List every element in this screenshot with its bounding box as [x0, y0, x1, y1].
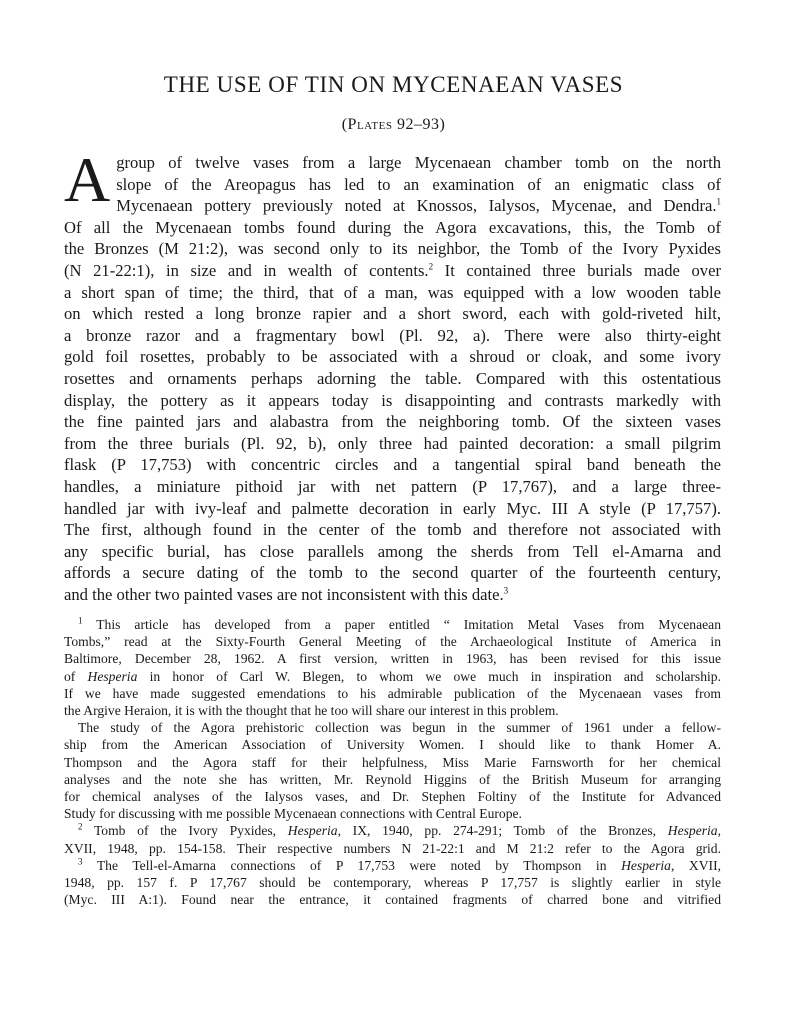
footnote-1-line: the Argive Heraion, it is with the thought that he too will share our interest in this problem.	[64, 703, 559, 719]
footnote-1-line: If we have made suggested emendations to his admirable publication of the Mycenaean vases from	[64, 685, 721, 701]
footnote-1-line: The study of the Agora prehistoric collection was begun in the summer of 1961 under a fellow-	[78, 720, 721, 736]
body-paragraph	[64, 144, 721, 605]
body-line: on which rested a long bronze rapier and a short sword, each with gold-riveted hilt,	[64, 304, 721, 324]
body-line	[64, 260, 721, 282]
footnote-3-line	[64, 857, 721, 874]
subtitle-range: 92–93)	[392, 116, 446, 133]
journal-name: Hesperia	[287, 823, 338, 839]
journal-name: Hesperia	[87, 668, 138, 684]
footnote-ref-3[interactable]: 3	[503, 585, 509, 596]
body-line: a bronze razor and a fragmentary bowl (Pl. 92, a). There were also thirty-eight	[64, 325, 721, 345]
footnote-3-number: 3	[78, 856, 83, 867]
footnote-1-line: ship from the American Association of University Women. I should like to thank Homer A.	[64, 737, 721, 753]
footnote-3-line: (Myc. III A:1). Found near the entrance, it contained fragments of charred bone and vitrified	[64, 892, 721, 908]
footnote-text: This article has developed from a paper entitled “ Imitation Metal Vases from Mycenaean	[96, 617, 721, 632]
body-line: the Bronzes (M 21:2), was second only to its neighbor, the Tomb of the Ivory Pyxides	[64, 239, 721, 259]
footnote-1-line: Thompson and the Agora staff for their helpfulness, Miss Marie Farnsworth for her chemical	[64, 754, 721, 770]
footnote-ref-2[interactable]: 2	[428, 261, 434, 272]
footnote-1-line: Baltimore, December 28, 1962. A first version, written in 1963, has been revised for this issue	[64, 651, 721, 667]
footnote-ref-1[interactable]: 1	[716, 196, 721, 207]
body-line	[64, 584, 721, 606]
body-line-text: and the other two painted vases are not inconsistent with this date.	[64, 584, 504, 604]
body-line: any specific burial, has close parallels among the sherds from Tell el-Amarna and	[64, 541, 721, 561]
body-line: rosettes and ornaments perhaps adorning the table. Compared with this ostentatious	[64, 368, 721, 388]
body-line: from the three burials (Pl. 92, b), only three had painted decoration: a small pilgrim	[64, 433, 721, 453]
footnote-text: , IX, 1940, pp. 274-291; Tomb of the Bronzes,	[337, 823, 668, 839]
footnote-text: of	[64, 668, 88, 684]
body-line-text: (N 21-22:1), in size and in wealth of contents.	[64, 260, 429, 280]
body-line: flask (P 17,753) with concentric circles and a tangential spiral band beneath the	[64, 455, 721, 475]
article-title: THE USE OF TIN ON MYCENAEAN VASES	[163, 72, 624, 97]
footnote-1-number: 1	[78, 615, 83, 626]
footnotes	[64, 616, 721, 908]
footnote-2-number: 2	[78, 821, 83, 832]
footnote-text: in honor of Carl W. Blegen, to whom we owe much in inspiration and scholarship.	[149, 668, 721, 684]
body-line: the fine painted jars and alabastra from the neighboring tomb. Of the sixteen vases	[64, 412, 721, 432]
subtitle-plates-word: Plates	[347, 116, 393, 133]
footnote-text: The Tell-el-Amarna connections of P 17,753 were noted by Thompson in	[96, 857, 622, 873]
footnote-1-line	[64, 616, 721, 633]
footnote-1-line: analyses and the note she has written, Mr. Reynold Higgins of the British Museum for arranging	[64, 771, 721, 787]
body-line: affords a secure dating of the tomb to the second quarter of the fourteenth century,	[64, 563, 721, 583]
body-line: handles, a miniature pithoid jar with net pattern (P 17,767), and a large three-	[64, 476, 721, 496]
body-line	[64, 195, 721, 217]
journal-name: Hesperia,	[667, 823, 721, 839]
footnote-2-line: XVII, 1948, pp. 154-158. Their respective numbers N 21-22:1 and M 21:2 refer to the Agora grid.	[64, 840, 721, 856]
plates-reference	[0, 116, 787, 134]
drop-cap: A	[64, 144, 111, 215]
body-line: The first, although found in the center of the tomb and therefore not associated with	[64, 520, 721, 540]
footnote-2-line	[64, 822, 721, 839]
body-line: Of all the Mycenaean tombs found during the Agora excavations, this, the Tomb of	[64, 217, 721, 237]
body-line: group of twelve vases from a large Mycenaean chamber tomb on the north	[116, 153, 721, 172]
footnote-text: , XVII,	[670, 857, 722, 873]
body-line: handled jar with ivy-leaf and palmette decoration in early Myc. III A style (P 17,757).	[64, 498, 721, 518]
body-line: gold foil rosettes, probably to be associated with a shroud or cloak, and some ivory	[64, 347, 721, 367]
body-line-text: It contained three burials made over	[433, 260, 721, 280]
footnote-1-line: Study for discussing with me possible Mycenaean connections with Central Europe.	[64, 806, 522, 822]
footnote-text: Tomb of the Ivory Pyxides,	[93, 823, 288, 839]
footnote-1-line: for chemical analyses of the Ialysos vases, and Dr. Stephen Foltiny of the Institute for Advanced	[64, 789, 721, 805]
journal-name: Hesperia	[621, 857, 671, 873]
footnote-1-line: Tombs,” read at the Sixty-Fourth General Meeting of the Archaeological Institute of America in	[64, 634, 721, 650]
body-line: display, the pottery as it appears today is disappointing and contrasts markedly with	[64, 390, 721, 410]
body-line: slope of the Areopagus has led to an examination of an enigmatic class of	[116, 174, 721, 194]
footnote-1-line	[64, 668, 721, 685]
subtitle-open: (	[341, 116, 348, 133]
body-line: a short span of time; the third, that of a man, was equipped with a low wooden table	[64, 282, 721, 302]
body-line-text: Mycenaean pottery previously noted at Knossos, Ialysos, Mycenae, and Dendra.	[116, 196, 717, 216]
footnote-3-line: 1948, pp. 157 f. P 17,767 should be contemporary, whereas P 17,757 is slightly earlier in style	[64, 875, 721, 891]
